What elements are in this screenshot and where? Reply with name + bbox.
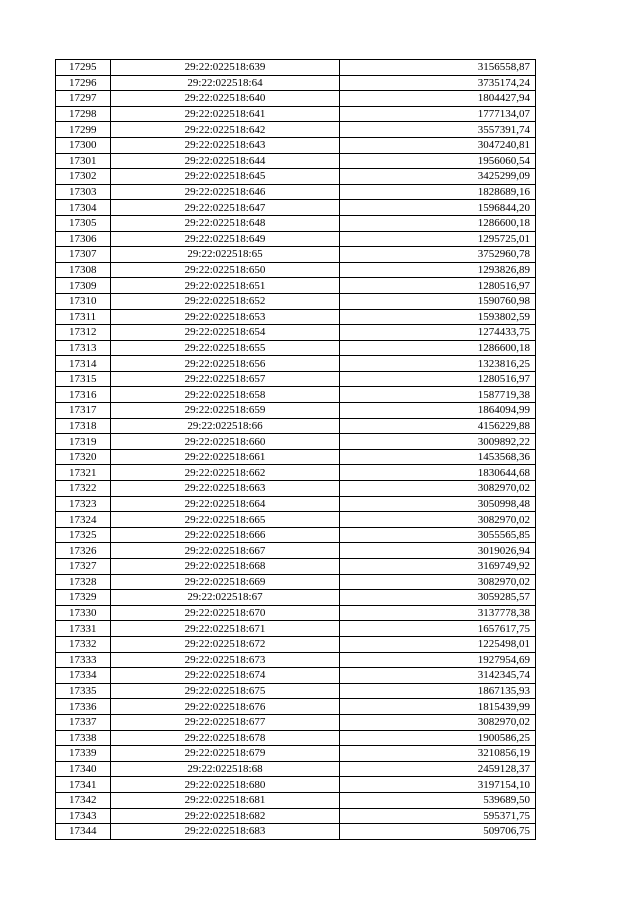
cadastral-value-cell: 3059285,57 <box>340 590 536 606</box>
cadastral-value-cell: 1777134,07 <box>340 106 536 122</box>
row-number-cell: 17310 <box>56 293 111 309</box>
cadastral-value-cell: 1828689,16 <box>340 184 536 200</box>
row-number-cell: 17298 <box>56 106 111 122</box>
row-number-cell: 17300 <box>56 137 111 153</box>
cadastral-number-cell: 29:22:022518:654 <box>111 325 340 341</box>
cadastral-value-cell: 1900586,25 <box>340 730 536 746</box>
cadastral-number-cell: 29:22:022518:665 <box>111 512 340 528</box>
cadastral-number-cell: 29:22:022518:680 <box>111 777 340 793</box>
cadastral-value-cell: 539689,50 <box>340 792 536 808</box>
cadastral-number-cell: 29:22:022518:661 <box>111 449 340 465</box>
cadastral-number-cell: 29:22:022518:653 <box>111 309 340 325</box>
row-number-cell: 17321 <box>56 465 111 481</box>
table-row <box>56 356 536 372</box>
table-row <box>56 215 536 231</box>
table-row <box>56 527 536 543</box>
cadastral-number-cell: 29:22:022518:643 <box>111 137 340 153</box>
cadastral-value-cell: 3019026,94 <box>340 543 536 559</box>
table-row <box>56 590 536 606</box>
row-number-cell: 17319 <box>56 434 111 450</box>
row-number-cell: 17299 <box>56 122 111 138</box>
cadastral-number-cell: 29:22:022518:682 <box>111 808 340 824</box>
cadastral-value-cell: 3142345,74 <box>340 668 536 684</box>
cadastral-value-cell: 3082970,02 <box>340 574 536 590</box>
row-number-cell: 17309 <box>56 278 111 294</box>
cadastral-number-cell: 29:22:022518:670 <box>111 605 340 621</box>
cadastral-value-cell: 4156229,88 <box>340 418 536 434</box>
cadastral-number-cell: 29:22:022518:674 <box>111 668 340 684</box>
cadastral-number-cell: 29:22:022518:671 <box>111 621 340 637</box>
cadastral-value-cell: 1323816,25 <box>340 356 536 372</box>
cadastral-number-cell: 29:22:022518:675 <box>111 683 340 699</box>
cadastral-number-cell: 29:22:022518:647 <box>111 200 340 216</box>
row-number-cell: 17316 <box>56 387 111 403</box>
row-number-cell: 17318 <box>56 418 111 434</box>
cadastral-value-cell: 1864094,99 <box>340 403 536 419</box>
table-body <box>56 60 536 840</box>
cadastral-value-cell: 1657617,75 <box>340 621 536 637</box>
cadastral-number-cell: 29:22:022518:677 <box>111 714 340 730</box>
table-row <box>56 543 536 559</box>
row-number-cell: 17325 <box>56 527 111 543</box>
row-number-cell: 17340 <box>56 761 111 777</box>
cadastral-number-cell: 29:22:022518:650 <box>111 262 340 278</box>
table-row <box>56 184 536 200</box>
table-row <box>56 387 536 403</box>
cadastral-number-cell: 29:22:022518:660 <box>111 434 340 450</box>
row-number-cell: 17311 <box>56 309 111 325</box>
cadastral-number-cell: 29:22:022518:662 <box>111 465 340 481</box>
table-row <box>56 730 536 746</box>
row-number-cell: 17336 <box>56 699 111 715</box>
row-number-cell: 17326 <box>56 543 111 559</box>
cadastral-number-cell: 29:22:022518:68 <box>111 761 340 777</box>
cadastral-number-cell: 29:22:022518:676 <box>111 699 340 715</box>
cadastral-value-cell: 3055565,85 <box>340 527 536 543</box>
cadastral-value-cell: 1225498,01 <box>340 636 536 652</box>
cadastral-number-cell: 29:22:022518:648 <box>111 215 340 231</box>
table-row <box>56 325 536 341</box>
cadastral-number-cell: 29:22:022518:657 <box>111 371 340 387</box>
row-number-cell: 17313 <box>56 340 111 356</box>
cadastral-value-table <box>55 59 536 840</box>
cadastral-value-cell: 1590760,98 <box>340 293 536 309</box>
table-row <box>56 449 536 465</box>
table-row <box>56 683 536 699</box>
cadastral-number-cell: 29:22:022518:659 <box>111 403 340 419</box>
cadastral-value-cell: 3169749,92 <box>340 559 536 575</box>
cadastral-value-cell: 3047240,81 <box>340 137 536 153</box>
cadastral-value-cell: 1804427,94 <box>340 91 536 107</box>
cadastral-number-cell: 29:22:022518:641 <box>111 106 340 122</box>
cadastral-number-cell: 29:22:022518:66 <box>111 418 340 434</box>
row-number-cell: 17344 <box>56 824 111 840</box>
row-number-cell: 17342 <box>56 792 111 808</box>
row-number-cell: 17322 <box>56 481 111 497</box>
table-row <box>56 371 536 387</box>
cadastral-number-cell: 29:22:022518:646 <box>111 184 340 200</box>
table-row <box>56 434 536 450</box>
cadastral-number-cell: 29:22:022518:668 <box>111 559 340 575</box>
cadastral-number-cell: 29:22:022518:667 <box>111 543 340 559</box>
cadastral-number-cell: 29:22:022518:64 <box>111 75 340 91</box>
cadastral-value-cell: 3557391,74 <box>340 122 536 138</box>
table-row <box>56 60 536 76</box>
cadastral-value-cell: 1293826,89 <box>340 262 536 278</box>
cadastral-number-cell: 29:22:022518:672 <box>111 636 340 652</box>
cadastral-value-cell: 2459128,37 <box>340 761 536 777</box>
table-row <box>56 761 536 777</box>
cadastral-number-cell: 29:22:022518:651 <box>111 278 340 294</box>
row-number-cell: 17317 <box>56 403 111 419</box>
cadastral-value-cell: 3082970,02 <box>340 512 536 528</box>
cadastral-number-cell: 29:22:022518:652 <box>111 293 340 309</box>
cadastral-value-cell: 3137778,38 <box>340 605 536 621</box>
row-number-cell: 17341 <box>56 777 111 793</box>
table-row <box>56 278 536 294</box>
table-row <box>56 792 536 808</box>
table-row <box>56 403 536 419</box>
row-number-cell: 17343 <box>56 808 111 824</box>
cadastral-number-cell: 29:22:022518:649 <box>111 231 340 247</box>
table-row <box>56 699 536 715</box>
cadastral-value-cell: 1593802,59 <box>340 309 536 325</box>
row-number-cell: 17323 <box>56 496 111 512</box>
row-number-cell: 17320 <box>56 449 111 465</box>
table-row <box>56 512 536 528</box>
cadastral-number-cell: 29:22:022518:65 <box>111 247 340 263</box>
cadastral-number-cell: 29:22:022518:669 <box>111 574 340 590</box>
cadastral-value-cell: 3156558,87 <box>340 60 536 76</box>
row-number-cell: 17330 <box>56 605 111 621</box>
table-row <box>56 621 536 637</box>
row-number-cell: 17296 <box>56 75 111 91</box>
cadastral-value-cell: 1286600,18 <box>340 340 536 356</box>
row-number-cell: 17297 <box>56 91 111 107</box>
cadastral-value-cell: 1295725,01 <box>340 231 536 247</box>
row-number-cell: 17304 <box>56 200 111 216</box>
row-number-cell: 17339 <box>56 746 111 762</box>
cadastral-value-cell: 3009892,22 <box>340 434 536 450</box>
row-number-cell: 17312 <box>56 325 111 341</box>
cadastral-value-cell: 1280516,97 <box>340 371 536 387</box>
row-number-cell: 17303 <box>56 184 111 200</box>
cadastral-value-cell: 1274433,75 <box>340 325 536 341</box>
row-number-cell: 17337 <box>56 714 111 730</box>
cadastral-value-cell: 1815439,99 <box>340 699 536 715</box>
cadastral-number-cell: 29:22:022518:678 <box>111 730 340 746</box>
row-number-cell: 17334 <box>56 668 111 684</box>
row-number-cell: 17307 <box>56 247 111 263</box>
row-number-cell: 17332 <box>56 636 111 652</box>
cadastral-value-cell: 3752960,78 <box>340 247 536 263</box>
row-number-cell: 17329 <box>56 590 111 606</box>
table-row <box>56 808 536 824</box>
table-row <box>56 418 536 434</box>
cadastral-value-cell: 1927954,69 <box>340 652 536 668</box>
table-row <box>56 714 536 730</box>
cadastral-value-cell: 1867135,93 <box>340 683 536 699</box>
cadastral-number-cell: 29:22:022518:645 <box>111 169 340 185</box>
cadastral-number-cell: 29:22:022518:666 <box>111 527 340 543</box>
cadastral-value-cell: 1830644,68 <box>340 465 536 481</box>
row-number-cell: 17333 <box>56 652 111 668</box>
cadastral-value-cell: 3197154,10 <box>340 777 536 793</box>
table-row <box>56 200 536 216</box>
table-row <box>56 106 536 122</box>
table-row <box>56 574 536 590</box>
table-row <box>56 262 536 278</box>
cadastral-value-cell: 3050998,48 <box>340 496 536 512</box>
cadastral-value-cell: 1587719,38 <box>340 387 536 403</box>
table-row <box>56 652 536 668</box>
cadastral-number-cell: 29:22:022518:656 <box>111 356 340 372</box>
row-number-cell: 17327 <box>56 559 111 575</box>
row-number-cell: 17338 <box>56 730 111 746</box>
table-row <box>56 746 536 762</box>
cadastral-value-cell: 1280516,97 <box>340 278 536 294</box>
table-row <box>56 496 536 512</box>
row-number-cell: 17315 <box>56 371 111 387</box>
table-row <box>56 559 536 575</box>
cadastral-value-cell: 509706,75 <box>340 824 536 840</box>
cadastral-value-cell: 3210856,19 <box>340 746 536 762</box>
cadastral-number-cell: 29:22:022518:663 <box>111 481 340 497</box>
table-row <box>56 122 536 138</box>
table-row <box>56 668 536 684</box>
cadastral-number-cell: 29:22:022518:639 <box>111 60 340 76</box>
cadastral-number-cell: 29:22:022518:679 <box>111 746 340 762</box>
table-row <box>56 137 536 153</box>
row-number-cell: 17302 <box>56 169 111 185</box>
cadastral-value-cell: 3735174,24 <box>340 75 536 91</box>
table-row <box>56 824 536 840</box>
table-row <box>56 247 536 263</box>
cadastral-value-cell: 3082970,02 <box>340 714 536 730</box>
cadastral-value-cell: 3425299,09 <box>340 169 536 185</box>
table-row <box>56 91 536 107</box>
table-row <box>56 777 536 793</box>
row-number-cell: 17305 <box>56 215 111 231</box>
cadastral-number-cell: 29:22:022518:681 <box>111 792 340 808</box>
table-row <box>56 340 536 356</box>
cadastral-number-cell: 29:22:022518:640 <box>111 91 340 107</box>
table-row <box>56 465 536 481</box>
row-number-cell: 17308 <box>56 262 111 278</box>
cadastral-number-cell: 29:22:022518:67 <box>111 590 340 606</box>
table-row <box>56 75 536 91</box>
cadastral-value-cell: 1453568,36 <box>340 449 536 465</box>
table-row <box>56 605 536 621</box>
table-row <box>56 293 536 309</box>
row-number-cell: 17306 <box>56 231 111 247</box>
cadastral-number-cell: 29:22:022518:664 <box>111 496 340 512</box>
cadastral-number-cell: 29:22:022518:655 <box>111 340 340 356</box>
row-number-cell: 17335 <box>56 683 111 699</box>
table-row <box>56 481 536 497</box>
cadastral-value-cell: 1596844,20 <box>340 200 536 216</box>
row-number-cell: 17301 <box>56 153 111 169</box>
cadastral-number-cell: 29:22:022518:642 <box>111 122 340 138</box>
cadastral-value-cell: 1956060,54 <box>340 153 536 169</box>
row-number-cell: 17295 <box>56 60 111 76</box>
row-number-cell: 17328 <box>56 574 111 590</box>
table-row <box>56 169 536 185</box>
row-number-cell: 17331 <box>56 621 111 637</box>
cadastral-number-cell: 29:22:022518:673 <box>111 652 340 668</box>
cadastral-number-cell: 29:22:022518:644 <box>111 153 340 169</box>
cadastral-value-cell: 3082970,02 <box>340 481 536 497</box>
cadastral-value-cell: 1286600,18 <box>340 215 536 231</box>
row-number-cell: 17314 <box>56 356 111 372</box>
table-row <box>56 231 536 247</box>
table-row <box>56 153 536 169</box>
cadastral-value-cell: 595371,75 <box>340 808 536 824</box>
row-number-cell: 17324 <box>56 512 111 528</box>
cadastral-number-cell: 29:22:022518:683 <box>111 824 340 840</box>
cadastral-number-cell: 29:22:022518:658 <box>111 387 340 403</box>
table-row <box>56 309 536 325</box>
table-row <box>56 636 536 652</box>
